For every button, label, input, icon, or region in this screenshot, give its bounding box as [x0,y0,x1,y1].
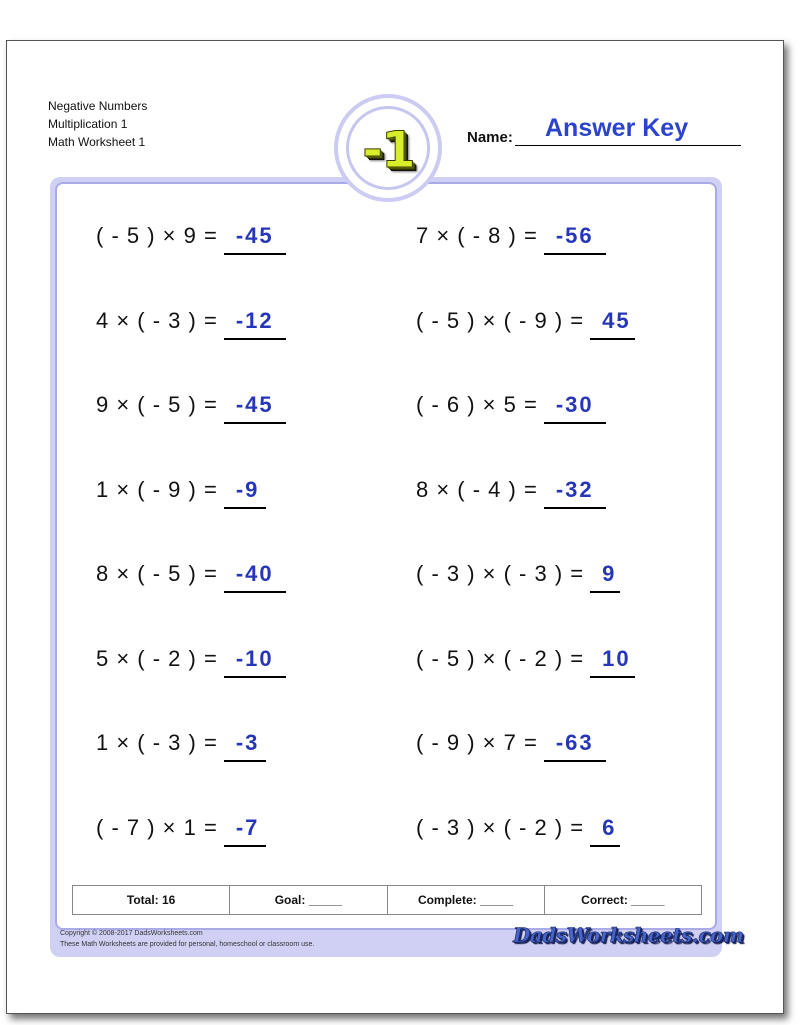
problem-item [416,392,606,424]
answer-blank [544,392,606,424]
answer-value: -10 [235,645,274,671]
problem-item [416,646,635,678]
problem-expression: 5 × ( - 2 ) = [96,645,218,671]
problem-expression: 1 × ( - 9 ) = [96,476,218,502]
problem-expression: ( - 3 ) × ( - 2 ) = [416,814,585,840]
name-value: Answer Key [545,114,689,142]
problem-expression: ( - 9 ) × 7 = [416,730,538,755]
problem-expression: 9 × ( - 5 ) = [96,392,218,417]
answer-blank [224,730,266,762]
summary-correct: Correct: _____ [581,893,665,907]
answer-blank [590,561,620,593]
answer-value: -30 [555,392,594,417]
problem-item [96,561,286,593]
answer-blank [224,223,286,255]
footer-notice [60,928,314,950]
level-badge-text: -1 [362,121,414,179]
level-badge [334,94,442,202]
title-line-topic: Negative Numbers [48,99,148,113]
usage-notice: These Math Worksheets are provided for personal, homeschool or classroom use. [60,941,315,948]
answer-value: -63 [555,730,594,755]
problem-item [96,392,286,424]
problem-item [416,730,606,762]
brand-logo: DadsWorksheets.com [513,923,744,947]
problem-expression: 8 × ( - 5 ) = [96,561,218,586]
answer-value: 10 [602,645,631,671]
answer-value: -40 [235,561,274,586]
problem-item [416,477,606,509]
answer-blank [224,477,266,509]
problem-expression: 7 × ( - 8 ) = [416,223,538,248]
answer-blank [590,815,620,847]
problem-item [416,815,620,847]
copyright-text: Copyright © 2008-2017 DadsWorksheets.com [60,930,203,937]
title-line-subtopic: Multiplication 1 [48,117,128,131]
problem-expression: ( - 6 ) × 5 = [416,392,538,417]
answer-blank [224,308,286,340]
answer-blank [590,646,634,678]
name-field [467,114,742,148]
answer-blank [544,223,606,255]
answer-value: 45 [602,307,631,333]
problem-expression: ( - 7 ) × 1 = [96,814,218,840]
name-underline [515,145,741,146]
problem-expression: ( - 5 ) × 9 = [96,223,218,248]
answer-value: -56 [555,223,594,248]
answer-value: -12 [235,307,274,333]
answer-value: -45 [235,223,274,248]
answer-blank [224,815,266,847]
summary-total: Total: 16 [73,886,230,914]
problem-expression: ( - 5 ) × ( - 2 ) = [416,645,585,671]
answer-value: -32 [555,476,594,502]
answer-blank [224,392,286,424]
problem-item [96,815,266,847]
name-label: Name: [467,129,513,146]
problem-item [96,308,286,340]
answer-value: -7 [235,814,260,840]
problem-item [416,561,620,593]
answer-blank [544,477,606,509]
problem-item [416,308,635,340]
problem-item [96,646,286,678]
answer-value: 6 [602,814,617,840]
problem-expression: 1 × ( - 3 ) = [96,730,218,755]
problem-item [96,223,286,255]
problem-item [416,223,606,255]
answer-blank [590,308,634,340]
problem-expression: ( - 5 ) × ( - 9 ) = [416,307,585,333]
problem-expression: ( - 3 ) × ( - 3 ) = [416,561,585,586]
title-line-series: Math Worksheet 1 [48,135,146,149]
problem-item [96,477,266,509]
summary-goal: Goal: _____ [230,886,387,914]
level-badge-inner [346,106,430,190]
summary-complete: Complete: _____ [388,886,545,914]
problem-expression: 8 × ( - 4 ) = [416,476,538,502]
summary-bar [72,885,702,915]
answer-value: -45 [235,392,274,417]
worksheet-title [48,97,147,151]
answer-blank [544,730,606,762]
answer-blank [224,561,286,593]
problem-item [96,730,266,762]
answer-value: -9 [235,476,260,502]
answer-blank [224,646,286,678]
answer-value: 9 [602,561,617,586]
answer-value: -3 [235,730,260,755]
problem-expression: 4 × ( - 3 ) = [96,307,218,333]
